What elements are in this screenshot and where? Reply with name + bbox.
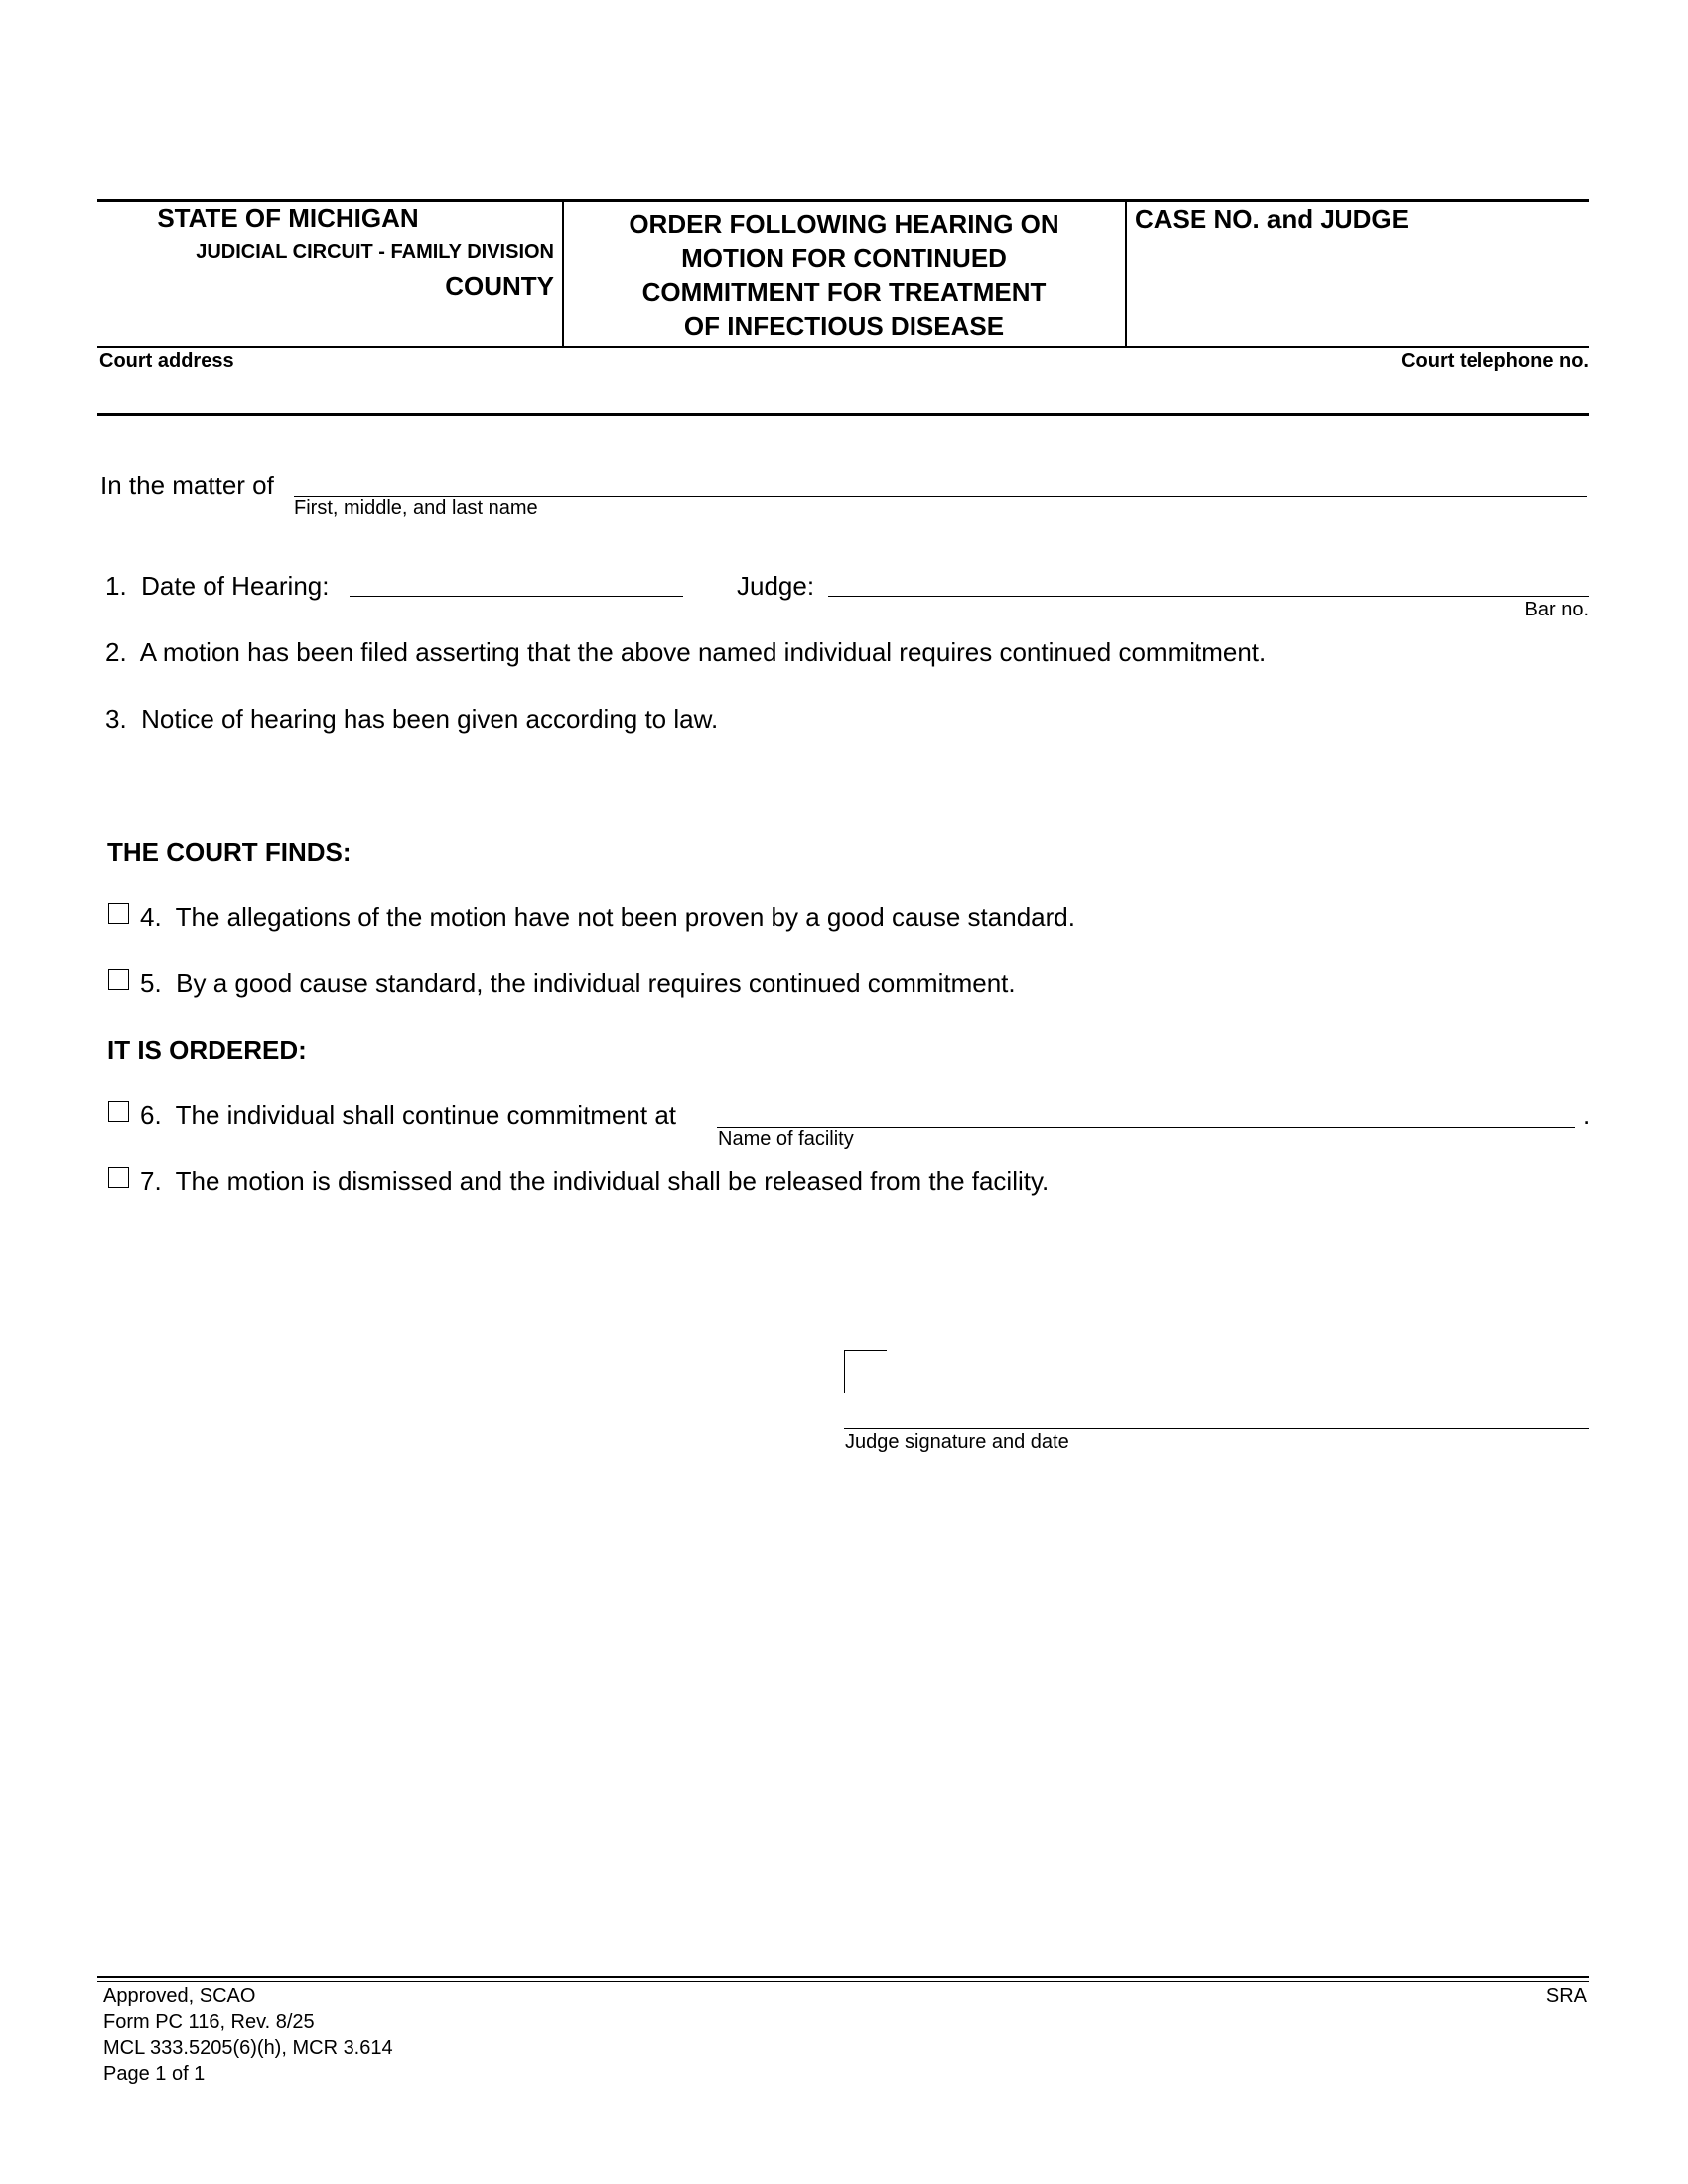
ordered-heading: IT IS ORDERED: [107,1035,307,1065]
item3-text: 3. Notice of hearing has been given according to law. [105,704,719,734]
footer-form-number: Form PC 116, Rev. 8/25 [103,2011,315,2033]
footer-code: SRA [1545,1985,1587,2007]
item1-judge-label: Judge: [737,571,815,601]
form-title-line-1: ORDER FOLLOWING HEARING ON [629,209,1059,239]
footer-rule-bottom [97,1981,1589,1982]
seal-corner-mark [844,1350,887,1393]
item4-text: 4. The allegations of the motion have not been proven by a good cause standard. [140,902,1075,932]
item1-date-label: 1. Date of Hearing: [105,571,330,601]
bar-number-caption: Bar no. [1524,599,1589,620]
court-finds-heading: THE COURT FINDS: [107,837,352,867]
item2-text: 2. A motion has been filed asserting that the above named individual requires continued commitment. [105,637,1267,667]
county-label: COUNTY [445,271,554,301]
judge-signature-field[interactable] [844,1400,1589,1429]
header-divider-right [1125,201,1127,347]
address-bottom-rule [97,413,1589,416]
case-number-label: CASE NO. and JUDGE [1135,205,1409,234]
form-title-line-3: COMMITMENT FOR TREATMENT [641,277,1047,307]
signature-caption: Judge signature and date [845,1432,1069,1453]
matter-label: In the matter of [100,471,274,500]
item6-period: . [1583,1100,1591,1130]
header-top-rule [97,199,1589,202]
footer-statute: MCL 333.5205(6)(h), MCR 3.614 [103,2037,393,2059]
date-of-hearing-field[interactable] [350,566,683,597]
item6-checkbox[interactable] [108,1101,129,1122]
state-name: STATE OF MICHIGAN [157,204,419,233]
matter-name-field[interactable] [294,467,1587,497]
court-telephone-label: Court telephone no. [1401,350,1589,372]
item7-text: 7. The motion is dismissed and the individual shall be released from the facility. [140,1166,1050,1196]
court-address-label: Court address [99,350,234,372]
header-bottom-rule [97,346,1589,348]
facility-name-field[interactable] [717,1097,1575,1128]
form-title-line-2: MOTION FOR CONTINUED [681,243,1007,273]
facility-caption: Name of facility [718,1128,854,1150]
item7-checkbox[interactable] [108,1167,129,1188]
footer-rule-top [97,1976,1589,1978]
form-title-line-4: OF INFECTIOUS DISEASE [683,311,1005,341]
footer-approved: Approved, SCAO [103,1985,256,2007]
judge-name-field[interactable] [828,566,1589,597]
item4-checkbox[interactable] [108,903,129,924]
footer-info [103,1983,393,2087]
circuit-label: JUDICIAL CIRCUIT - FAMILY DIVISION [196,241,554,263]
matter-name-caption: First, middle, and last name [294,497,538,519]
item5-text: 5. By a good cause standard, the individual requires continued commitment. [140,968,1016,998]
form-title [564,207,1124,342]
item5-checkbox[interactable] [108,969,129,990]
footer-page: Page 1 of 1 [103,2063,206,2085]
item6-text: 6. The individual shall continue commitment at [140,1100,677,1130]
